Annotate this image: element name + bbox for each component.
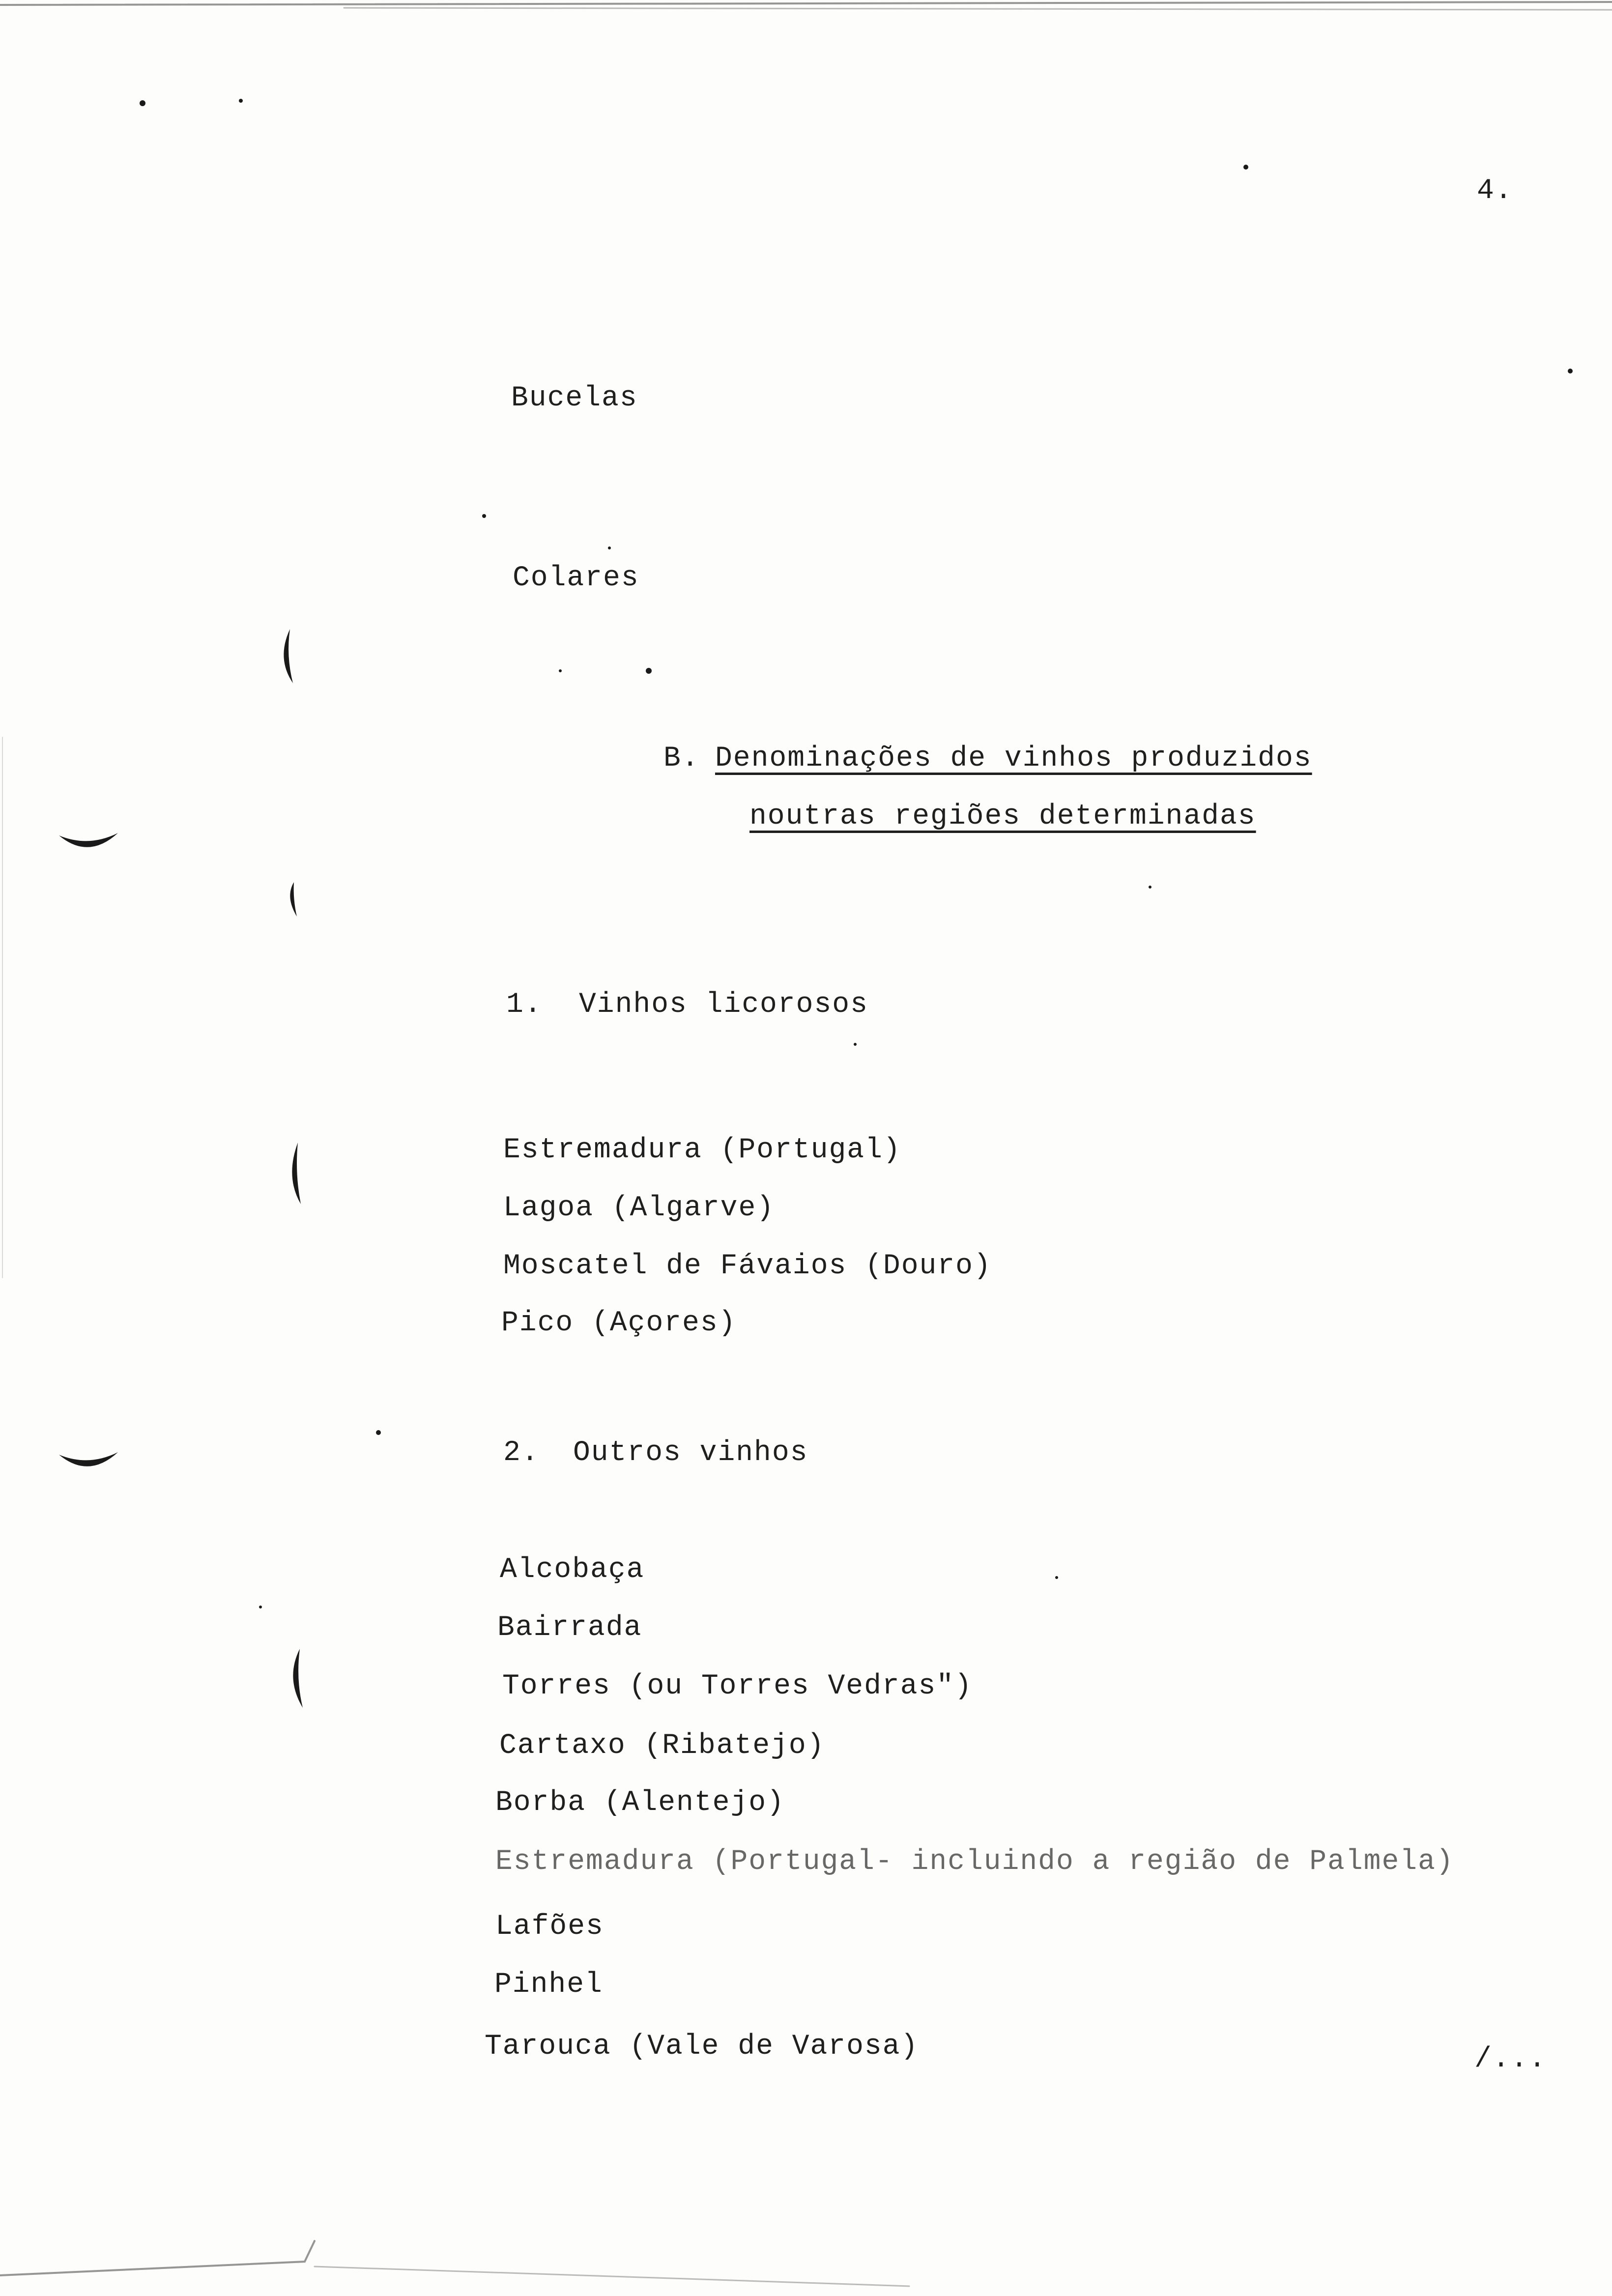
section-letter: B. [663, 743, 700, 775]
list-item: Cartaxo (Ribatejo) [499, 1730, 825, 1762]
list-item: Pico (Açores) [501, 1307, 737, 1339]
list-item: Estremadura (Portugal- incluindo a região de Palmela) [495, 1846, 1454, 1878]
list-item: Tarouca (Vale de Varosa) [485, 2031, 919, 2063]
list-item: Lafões [495, 1911, 604, 1943]
top-entry: Colares [513, 562, 639, 594]
top-entry: Bucelas [511, 382, 638, 414]
list-item: Borba (Alentejo) [495, 1787, 785, 1819]
page-number: 4. [1477, 175, 1513, 207]
subsection-title: Vinhos licorosos [579, 989, 868, 1021]
list-item: Bairrada [497, 1612, 642, 1644]
list-item: Moscatel de Fávaios (Douro) [503, 1250, 992, 1282]
subsection-number: 2. [503, 1437, 540, 1469]
list-item: Torres (ou Torres Vedras") [502, 1670, 973, 1702]
list-item: Alcobaça [500, 1554, 645, 1586]
section-heading-line-2: noutras regiões determinadas [749, 801, 1256, 832]
section-heading-line-1: Denominações de vinhos produzidos [715, 743, 1312, 775]
continuation-mark: /... [1474, 2043, 1547, 2075]
subsection-number: 1. [506, 989, 543, 1021]
list-item: Estremadura (Portugal) [503, 1134, 901, 1166]
list-item: Pinhel [494, 1969, 603, 2001]
list-item: Lagoa (Algarve) [503, 1192, 775, 1224]
subsection-title: Outros vinhos [573, 1437, 808, 1469]
